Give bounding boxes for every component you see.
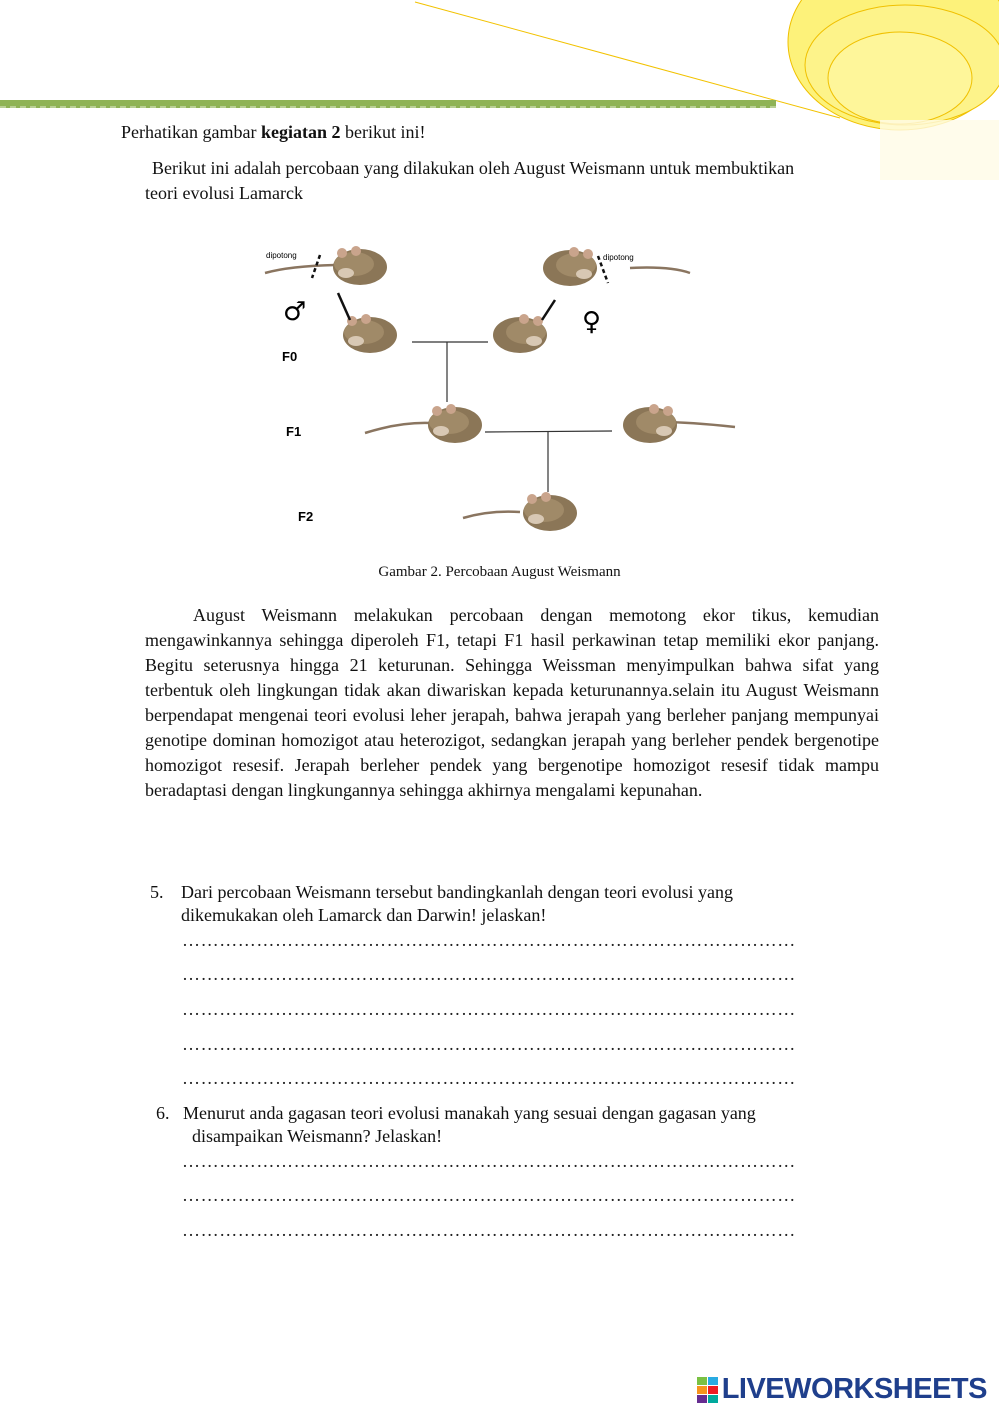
question-6 [156,1102,856,1148]
liveworksheets-logo [697,1373,987,1406]
question-6-number: 6. [156,1103,170,1123]
answer-6-line-3[interactable]: ……………………………………………………………………………………… [182,1220,796,1240]
cut-label-left: dipotong [266,251,297,260]
subintro-line1: Berikut ini adalah percobaan yang dilakukan oleh August Weismann untuk membuktikan [152,158,795,178]
header-divider [0,100,776,108]
question-5-line2: dikemukakan oleh Lamarck dan Darwin! jelaskan! [181,905,547,925]
answer-5-line-3[interactable]: ……………………………………………………………………………………… [182,999,796,1019]
liveworksheets-logo-icon [697,1377,719,1403]
male-symbol: ♂ [283,297,307,327]
female-symbol: ♀ [582,307,602,337]
subintro-line2: teori evolusi Lamarck [145,183,303,203]
answer-5-line-1[interactable]: ……………………………………………………………………………………… [182,930,796,950]
answer-6-line-1[interactable]: ……………………………………………………………………………………… [182,1151,796,1171]
intro-text: Perhatikan gambar kegiatan 2 berikut ini! [121,122,426,142]
liveworksheets-logo-text: LIVEWORKSHEETS [721,1373,987,1405]
question-6-line2: disampaikan Weismann? Jelaskan! [192,1126,443,1146]
cut-label-right: dipotong [603,253,634,262]
question-5 [150,881,850,927]
figure-caption: Gambar 2. Percobaan August Weismann [378,564,621,580]
answer-6-line-2[interactable]: ……………………………………………………………………………………… [182,1185,796,1205]
generation-f1-label: F1 [286,424,302,439]
generation-f0-label: F0 [282,349,298,364]
weismann-experiment-figure [250,240,750,540]
answer-5-line-2[interactable]: ……………………………………………………………………………………… [182,964,796,984]
body-paragraph: August Weismann melakukan percobaan dengan memotong ekor tikus, kemudian mengawinkannya sehingga diperoleh F1, tetapi F1 hasil perkawinan tetap memiliki ekor panjang. Begitu seterusnya hingga 21 keturunan. Sehingga Weissman menyimpulkan bahwa sifat yang terbentuk oleh lingkungan tidak akan diwariskan kepada keturunannya.selain itu August Weismann berpendapat mengenai teori evolusi leher jerapah, bahwa jerapah yang berleher panjang mempunyai genotipe dominan homozigot atau heterozigot, sedangkan jerapah yang berleher pendek bergenotipe homozigot resesif. Jerapah berleher pendek yang bergenotipe homozigot resesif tidak mampu beradaptasi dengan lingkungannya sehingga akhirnya mengalami kepunahan. [145,605,879,800]
question-6-line1: Menurut anda gagasan teori evolusi manakah yang sesuai dengan gagasan yang [183,1103,756,1123]
generation-f2-label: F2 [298,509,314,524]
answer-5-line-4[interactable]: ……………………………………………………………………………………… [182,1034,796,1054]
question-5-number: 5. [150,882,164,902]
answer-5-line-5[interactable]: ……………………………………………………………………………………… [182,1068,796,1088]
question-5-line1: Dari percobaan Weismann tersebut bandingkanlah dengan teori evolusi yang [181,882,734,902]
